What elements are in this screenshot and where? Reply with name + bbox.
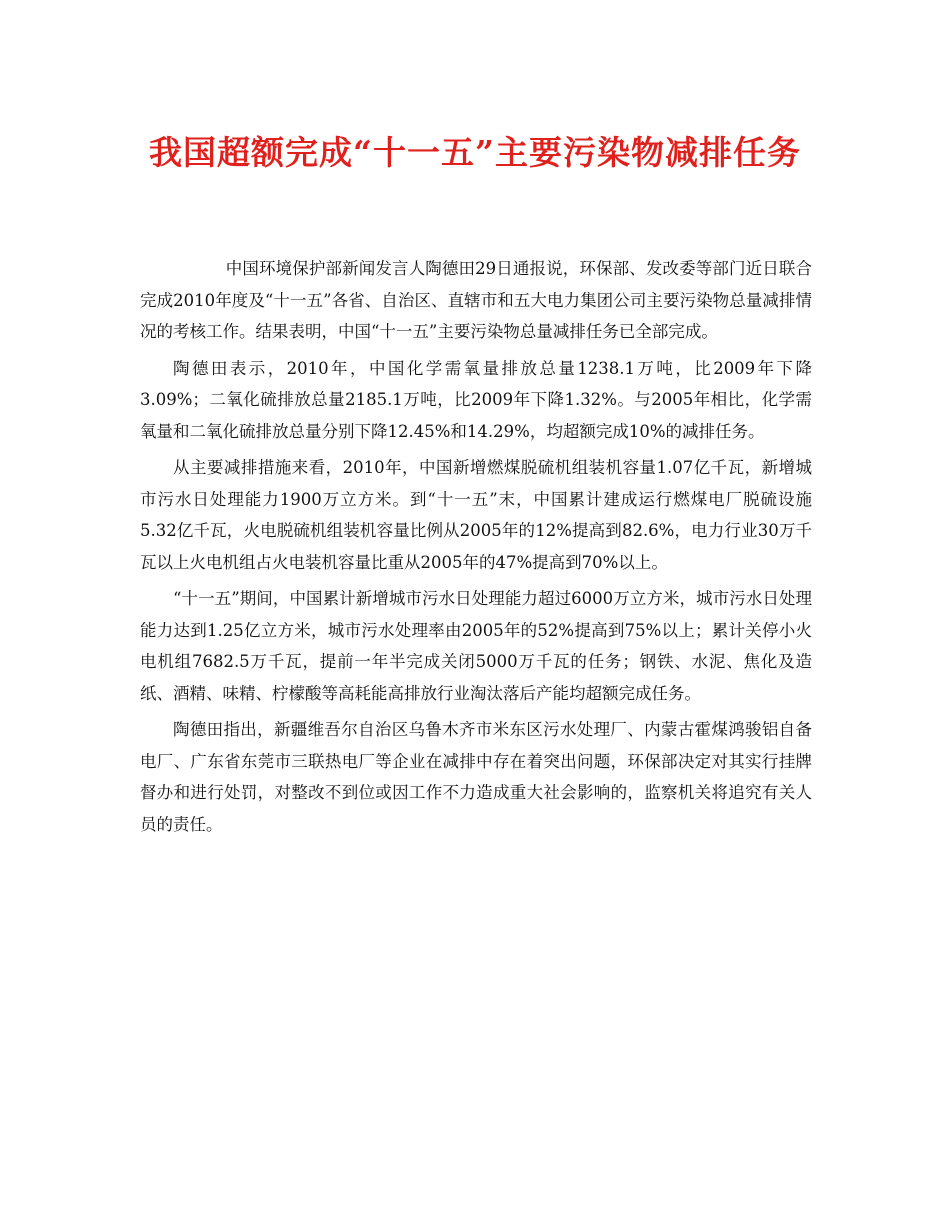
paragraph-measures: 从主要减排措施来看，2010年，中国新增燃煤脱硫机组装机容量1.07亿千瓦，新增城市污水日处理能力1900万立方米。到“十一五”末，中国累计建成运行燃煤电厂脱硫设施5.32亿千瓦，火电脱硫机组装机容量比例从2005年的12%提高到82.6%，电力行业30万千瓦以上火电机组占火电装机容量比重从2005年的47%提高到70%以上。 [140, 458, 812, 572]
paragraph-emissions: 陶德田表示，2010年，中国化学需氧量排放总量1238.1万吨，比2009年下降3.09%；二氧化硫排放总量2185.1万吨，比2009年下降1.32%。与2005年相比，化学需氧量和二氧化硫排放总量分别下降12.45%和14.29%，均超额完成10%的减排任务。 [140, 358, 812, 441]
paragraph-intro: 中国环境保护部新闻发言人陶德田29日通报说，环保部、发改委等部门近日联合完成2010年度及“十一五”各省、自治区、直辖市和五大电力集团公司主要污染物总量减排情况的考核工作。结果表明，中国“十一五”主要污染物总量减排任务已全部完成。 [140, 259, 812, 341]
paragraph-five-year-plan: “十一五”期间，中国累计新增城市污水日处理能力超过6000万立方米，城市污水日处理能力达到1.25亿立方米，城市污水处理率由2005年的52%提高到75%以上；累计关停小火电机组7682.5万千瓦，提前一年半完成关闭5000万千瓦的任务；钢铁、水泥、焦化及造纸、酒精、味精、柠檬酸等高耗能高排放行业淘汰落后产能均超额完成任务。 [140, 589, 812, 703]
document-body [140, 253, 812, 845]
document-title: 我国超额完成“十一五”主要污染物减排任务 [149, 133, 801, 172]
paragraph-penalties: 陶德田指出，新疆维吾尔自治区乌鲁木齐市米东区污水处理厂、内蒙古霍煤鸿骏铝自备电厂、广东省东莞市三联热电厂等企业在减排中存在着突出问题，环保部决定对其实行挂牌督办和进行处罚，对整改不到位或因工作不力造成重大社会影响的，监察机关将追究有关人员的责任。 [140, 720, 812, 834]
